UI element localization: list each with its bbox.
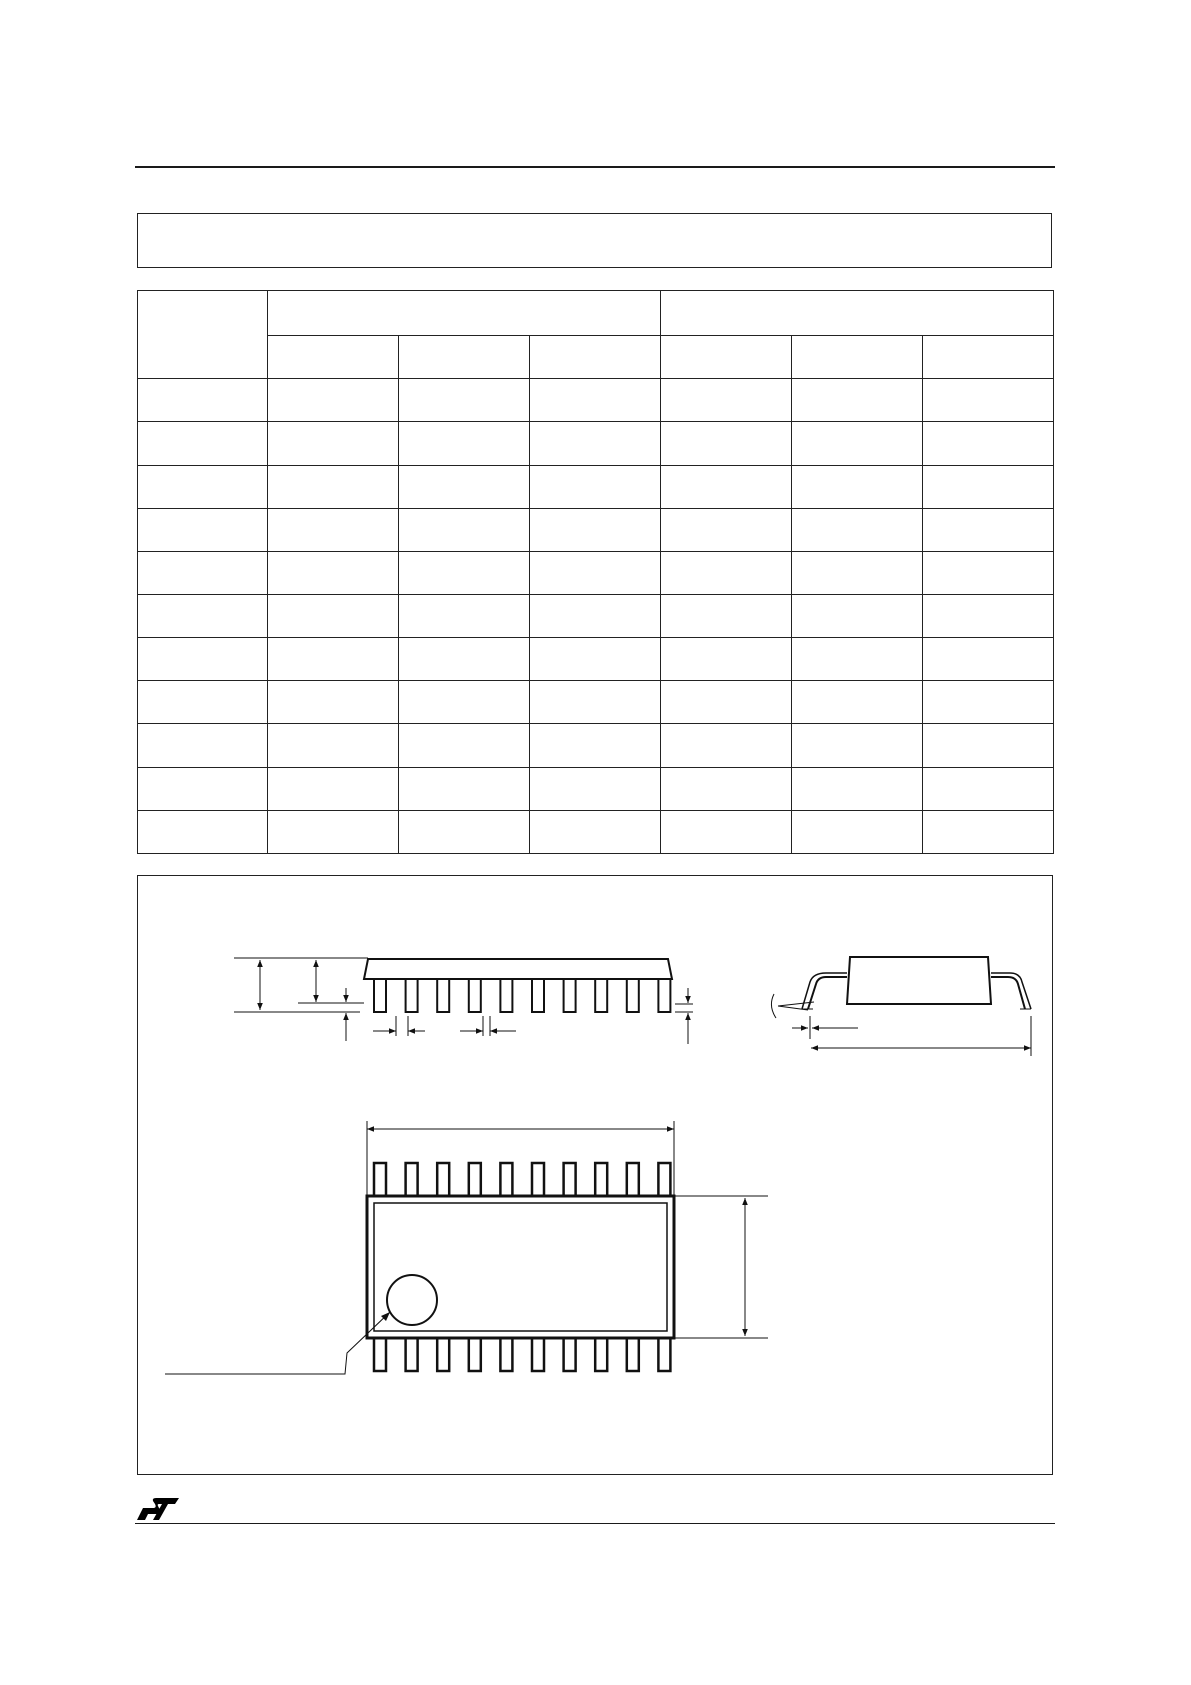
- table-cell: [138, 638, 268, 681]
- table-cell: [268, 465, 399, 508]
- table-cell: [530, 810, 661, 853]
- table-cell: [923, 422, 1054, 465]
- table-header-row: [138, 336, 1054, 379]
- table-header-cell: [399, 336, 530, 379]
- table-cell: [530, 724, 661, 767]
- side-view-end: [771, 957, 1031, 1056]
- table-cell: [661, 810, 792, 853]
- table-cell: [268, 681, 399, 724]
- table-cell: [530, 422, 661, 465]
- table-cell: [138, 379, 268, 422]
- table-cell: [530, 638, 661, 681]
- table-row: [138, 422, 1054, 465]
- table-cell: [530, 379, 661, 422]
- top-lead-lower: [469, 1338, 481, 1371]
- table-cell: [923, 508, 1054, 551]
- table-row: [138, 551, 1054, 594]
- table-cell: [268, 767, 399, 810]
- table-cell: [268, 422, 399, 465]
- table-row: [138, 379, 1054, 422]
- top-lead-upper: [374, 1163, 386, 1196]
- table-cell: [399, 810, 530, 853]
- side-lead: [627, 979, 639, 1012]
- footer-rule: [135, 1523, 1055, 1524]
- package-drawing-frame: [137, 875, 1053, 1475]
- table-cell: [661, 422, 792, 465]
- table-cell: [661, 465, 792, 508]
- table-cell: [138, 681, 268, 724]
- table-cell: [792, 508, 923, 551]
- side-lead: [658, 979, 670, 1012]
- table-cell: [268, 595, 399, 638]
- table-cell: [923, 551, 1054, 594]
- side-view-front: [234, 958, 693, 1044]
- table-cell: [792, 422, 923, 465]
- table-cell: [923, 810, 1054, 853]
- table-cell: [530, 595, 661, 638]
- top-lead-lower: [658, 1338, 670, 1371]
- top-lead-upper: [532, 1163, 544, 1196]
- table-cell: [530, 465, 661, 508]
- side-lead: [500, 979, 512, 1012]
- table-cell: [399, 379, 530, 422]
- table-row: [138, 810, 1054, 853]
- table-cell: [661, 638, 792, 681]
- table-cell: [268, 810, 399, 853]
- header-rule: [135, 166, 1055, 168]
- top-lead-lower: [532, 1338, 544, 1371]
- table-cell: [399, 638, 530, 681]
- side-lead: [532, 979, 544, 1012]
- top-lead-upper: [469, 1163, 481, 1196]
- top-lead-upper: [500, 1163, 512, 1196]
- table-cell: [138, 508, 268, 551]
- table-cell: [268, 508, 399, 551]
- table-cell: [923, 379, 1054, 422]
- table-cell: [923, 767, 1054, 810]
- package-title-box: [137, 213, 1052, 268]
- table-cell: [923, 724, 1054, 767]
- side-lead: [469, 979, 481, 1012]
- top-lead-lower: [374, 1338, 386, 1371]
- top-lead-upper: [564, 1163, 576, 1196]
- table-row: [138, 767, 1054, 810]
- table-cell: [792, 551, 923, 594]
- table-cell: [399, 724, 530, 767]
- top-lead-upper: [437, 1163, 449, 1196]
- table-cell: [399, 508, 530, 551]
- table-cell: [530, 508, 661, 551]
- table-header-group-cell: [661, 291, 1054, 336]
- table-cell: [792, 810, 923, 853]
- side-lead: [595, 979, 607, 1012]
- table-cell: [268, 724, 399, 767]
- table-cell: [138, 422, 268, 465]
- side-lead: [374, 979, 386, 1012]
- st-logo-icon: [135, 1494, 181, 1524]
- table-cell: [268, 551, 399, 594]
- table-header-cell: [530, 336, 661, 379]
- table-cell: [661, 379, 792, 422]
- table-header-cell: [268, 336, 399, 379]
- table-cell: [792, 465, 923, 508]
- table-cell: [530, 767, 661, 810]
- top-lead-upper: [595, 1163, 607, 1196]
- table-cell: [138, 767, 268, 810]
- table-cell: [923, 595, 1054, 638]
- package-outline-drawing: [138, 876, 1054, 1476]
- table-cell: [923, 465, 1054, 508]
- top-lead-lower: [500, 1338, 512, 1371]
- side-lead: [406, 979, 418, 1012]
- table-cell: [661, 551, 792, 594]
- table-cell: [138, 551, 268, 594]
- table-cell: [792, 595, 923, 638]
- top-lead-lower: [564, 1338, 576, 1371]
- top-lead-lower: [595, 1338, 607, 1371]
- table-cell: [399, 767, 530, 810]
- table-cell: [399, 681, 530, 724]
- table-cell: [792, 379, 923, 422]
- table-cell: [792, 681, 923, 724]
- table-cell: [138, 810, 268, 853]
- top-lead-upper: [406, 1163, 418, 1196]
- side-lead: [437, 979, 449, 1012]
- table-header-cell: [138, 291, 268, 379]
- table-cell: [923, 638, 1054, 681]
- top-lead-upper: [658, 1163, 670, 1196]
- table-row: [138, 508, 1054, 551]
- table-cell: [268, 638, 399, 681]
- table-cell: [268, 379, 399, 422]
- top-lead-lower: [406, 1338, 418, 1371]
- table-cell: [138, 724, 268, 767]
- table-cell: [792, 724, 923, 767]
- table-row: [138, 681, 1054, 724]
- table-cell: [530, 551, 661, 594]
- table-cell: [399, 595, 530, 638]
- table-header-row: [138, 291, 1054, 336]
- table-cell: [661, 681, 792, 724]
- table-cell: [399, 465, 530, 508]
- table-cell: [661, 767, 792, 810]
- table-cell: [661, 595, 792, 638]
- table-cell: [923, 681, 1054, 724]
- table-cell: [399, 422, 530, 465]
- top-lead-lower: [627, 1338, 639, 1371]
- mechanical-data-table: [137, 290, 1054, 854]
- table-row: [138, 638, 1054, 681]
- table-cell: [138, 465, 268, 508]
- table-row: [138, 465, 1054, 508]
- table-header-cell: [792, 336, 923, 379]
- table-cell: [399, 551, 530, 594]
- table-header-cell: [923, 336, 1054, 379]
- table-header-group-cell: [268, 291, 661, 336]
- top-lead-lower: [437, 1338, 449, 1371]
- table-cell: [138, 595, 268, 638]
- top-lead-upper: [627, 1163, 639, 1196]
- side-lead: [564, 979, 576, 1012]
- table-cell: [661, 724, 792, 767]
- table-cell: [661, 508, 792, 551]
- table-header-cell: [661, 336, 792, 379]
- table-row: [138, 595, 1054, 638]
- top-view: [165, 1121, 768, 1374]
- table-cell: [530, 681, 661, 724]
- table-cell: [792, 767, 923, 810]
- table-row: [138, 724, 1054, 767]
- table-cell: [792, 638, 923, 681]
